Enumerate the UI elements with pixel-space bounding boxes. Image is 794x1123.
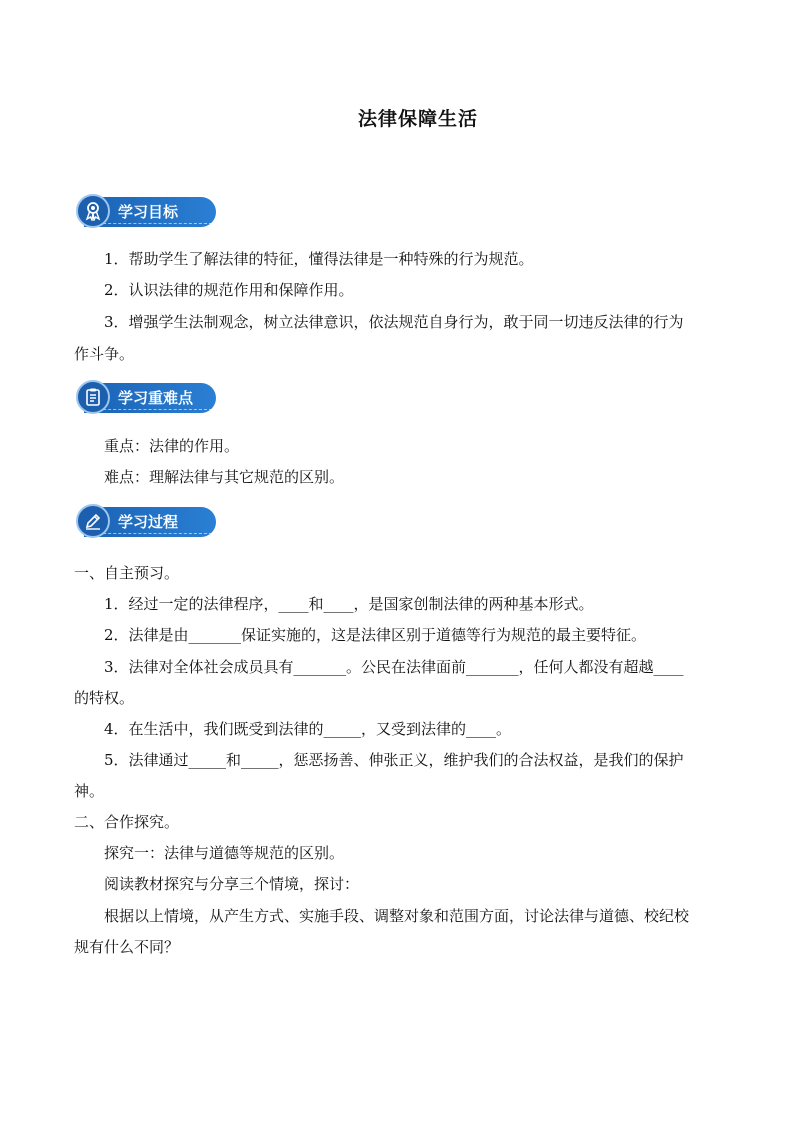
section-banner-goals: [76, 194, 218, 230]
question-5: 5．法律通过_____和_____，惩恶扬善、伸张正义，维护我们的合法权益，是我们的保护: [104, 751, 684, 769]
section-banner-keypoints: [76, 380, 218, 416]
goal-item-3: 3．增强学生法制观念，树立法律意识，依法规范自身行为，敢于同一切违反法律的行为: [104, 313, 684, 331]
key-point: 重点：法律的作用。: [104, 437, 240, 455]
discussion-prompt: 根据以上情境，从产生方式、实施手段、调整对象和范围方面，讨论法律与道德、校纪校: [104, 907, 690, 925]
part-heading-explore: 二、合作探究。: [74, 813, 180, 831]
goal-item-3-cont: 作斗争。: [74, 345, 135, 363]
question-4: 4．在生活中，我们既受到法律的_____，又受到法律的____。: [104, 720, 512, 738]
section-label: 学习重难点: [118, 389, 194, 407]
goal-item-2: 2．认识法律的规范作用和保障作用。: [104, 281, 354, 299]
section-label: 学习目标: [118, 203, 179, 221]
clipboard-icon: [76, 380, 110, 414]
page-title: 法律保障生活: [357, 108, 478, 130]
discussion-prompt-cont: 规有什么不同？: [74, 938, 180, 956]
question-5-cont: 神。: [74, 782, 105, 800]
question-3-cont: 的特权。: [74, 689, 135, 707]
award-ribbon-icon: [76, 194, 110, 228]
read-instruction: 阅读教材探究与分享三个情境，探讨：: [104, 875, 360, 893]
pencil-icon: [76, 504, 110, 538]
question-1: 1．经过一定的法律程序，____和____，是国家创制法律的两种基本形式。: [104, 595, 594, 613]
goal-item-1: 1．帮助学生了解法律的特征，懂得法律是一种特殊的行为规范。: [104, 250, 534, 268]
question-2: 2．法律是由_______保证实施的，这是法律区别于道德等行为规范的最主要特征。: [104, 626, 647, 644]
difficult-point: 难点：理解法律与其它规范的区别。: [104, 468, 345, 486]
explore-1: 探究一：法律与道德等规范的区别。: [104, 844, 345, 862]
section-banner-process: [76, 504, 218, 540]
part-heading-preview: 一、自主预习。: [74, 564, 180, 582]
question-3: 3．法律对全体社会成员具有_______。公民在法律面前_______，任何人都没有超越____: [104, 658, 684, 676]
section-label: 学习过程: [118, 513, 179, 531]
